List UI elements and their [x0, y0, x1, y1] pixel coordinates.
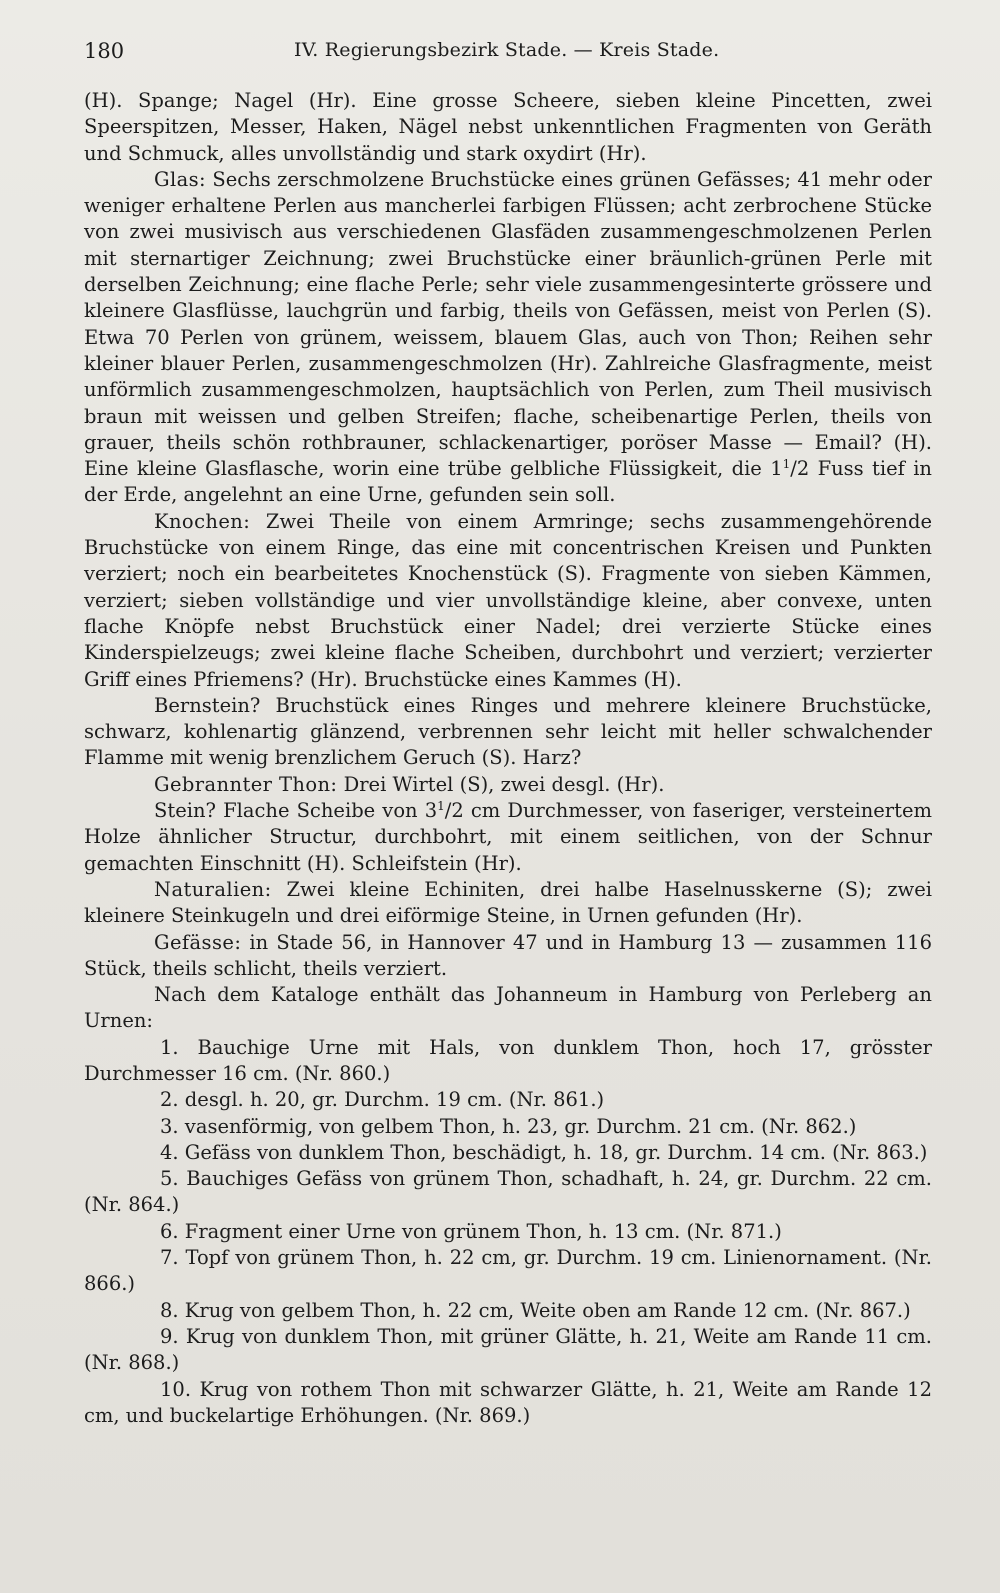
paragraph-katalog: Nach dem Kataloge enthält das Johanneum in Hamburg von Perleberg an Urnen: — [84, 983, 932, 1033]
lead-thon: Gebrannter Thon: — [154, 772, 338, 796]
list-item: 10. Krug von rothem Thon mit schwarzer Glätte, h. 21, Weite am Rande 12 cm, und buckelartige Erhöhungen. (Nr. 869.) — [84, 1377, 932, 1427]
text-naturalien: Zwei kleine Echiniten, drei halbe Haselnusskerne (S); zwei kleinere Steinkugeln und drei eiförmige Steine, in Urnen gefunden (Hr). — [84, 877, 932, 928]
page-body — [84, 88, 932, 1429]
text-glas-end: Fuss tief in der Erde, angelehnt an eine Urne, gefunden sein soll. — [84, 457, 932, 507]
list-item: 1. Bauchige Urne mit Hals, von dunklem Thon, hoch 17, grösster Durchmesser 16 cm. (Nr. 860.) — [84, 1035, 932, 1085]
paragraph-naturalien — [84, 877, 932, 930]
paragraph-continued: (H). Spange; Nagel (Hr). Eine grosse Scheere, sieben kleine Pincetten, zwei Speerspitzen, Messer, Haken, Nägel nebst unkenntlichen Fragmenten von Geräth und Schmuck, alles unvollständig und stark oxydirt (Hr). — [84, 89, 932, 165]
paragraph-thon — [84, 772, 932, 798]
paragraph-bernstein — [84, 693, 932, 772]
lead-gefaesse: Gefässe: — [154, 930, 242, 954]
fraction: $1^1/2$ — [770, 457, 810, 481]
list-item: 3. vasenförmig, von gelbem Thon, h. 23, gr. Durchm. 21 cm. (Nr. 862.) — [160, 1114, 857, 1138]
paragraph-glas — [84, 167, 932, 509]
text-glas: Sechs zerschmolzene Bruchstücke eines grünen Gefässes; 41 mehr oder weniger erhaltene Perlen aus mancherlei farbigen Flüssen; acht zerbrochene Stücke von zwei musivisch aus verschiedenen Glasfäden zusammengeschmolzenen Perlen mit sternartiger Zeichnung; zwei Bruchstücke einer bräunlich-grünen Perle mit derselben Zeichnung; eine flache Perle; sehr viele zusammengesinterte grössere und kleinere Glasflüsse, lauchgrün und farbig, theils von Gefässen, meist von Perlen (S). Etwa 70 Perlen von grünem, weissem, blauem Glas, auch von Thon; Reihen sehr kleiner blauer Perlen, zusammengeschmolzen (Hr). Zahlreiche Glasfragmente, meist unförmlich zusammengeschmolzen, hauptsächlich von Perlen, zum Theil musivisch braun mit weissen und gelben Streifen; flache, scheibenartige Perlen, theils von grauer, theils schön rothbrauner, schlackenartiger, poröser Masse — Email? (H). Eine kleine Glasflasche, worin eine trübe gelbliche Flüssigkeit, die — [84, 167, 932, 481]
paragraph-gefaesse — [84, 930, 932, 983]
lead-glas: Glas: — [154, 167, 207, 191]
text-gefaesse: in Stade 56, in Hannover 47 und in Hamburg 13 — zusammen 116 Stück, theils schlicht, theils verziert. — [84, 930, 932, 980]
list-item: 2. desgl. h. 20, gr. Durchm. 19 cm. (Nr. 861.) — [160, 1088, 605, 1112]
list-item: 4. Gefäss von dunklem Thon, beschädigt, h. 18, gr. Durchm. 14 cm. (Nr. 863.) — [160, 1140, 928, 1164]
fraction: $3^1/2$ — [424, 799, 464, 823]
text-bernstein: Bruchstück eines Ringes und mehrere kleinere Bruchstücke, schwarz, kohlenartig glänzend, verbrennen sehr leicht mit heller schwalchender Flamme mit wenig brenzlichem Geruch (S). Harz? — [84, 693, 932, 770]
running-head: IV. Regierungsbezirk Stade. — Kreis Stade. — [294, 39, 720, 61]
list-item: 7. Topf von grünem Thon, h. 22 cm, gr. Durchm. 19 cm. Linienornament. (Nr. 866.) — [84, 1246, 932, 1296]
lead-stein: Stein? — [154, 799, 216, 823]
text-knochen: Zwei Theile von einem Armringe; sechs zusammengehörende Bruchstücke von einem Ringe, das eine mit concentrischen Kreisen und Punkten verziert; noch ein bearbeitetes Knochenstück (S). Fragmente von sieben Kämmen, verziert; sieben vollständige und vier unvollständige kleine, aber convexe, unten flache Knöpfe nebst Bruchstück einer Nadel; drei verzierte Stücke eines Kinderspielzeugs; zwei kleine flache Scheiben, durchbohrt und verziert; verzierter Griff eines Pfriemens? (Hr). Bruchstücke eines Kammes (H). — [84, 509, 932, 691]
list-item: 6. Fragment einer Urne von grünem Thon, h. 13 cm. (Nr. 871.) — [160, 1219, 782, 1243]
text-stein: Flache Scheibe von — [216, 799, 425, 823]
text-stein-end: cm Durchmesser, von faseriger, versteinertem Holze ähnlicher Structur, durchbohrt, mit einem seitlichen, von der Schnur gemachten Einschnitt (H). Schleifstein (Hr). — [84, 799, 932, 875]
paragraph-knochen — [84, 509, 932, 693]
page-number: 180 — [84, 39, 125, 63]
lead-knochen: Knochen: — [154, 509, 251, 533]
list-item: 5. Bauchiges Gefäss von grünem Thon, schadhaft, h. 24, gr. Durchm. 22 cm. (Nr. 864.) — [84, 1167, 932, 1217]
lead-naturalien: Naturalien: — [154, 877, 272, 901]
page-header — [84, 32, 910, 72]
list-item: 8. Krug von gelbem Thon, h. 22 cm, Weite oben am Rande 12 cm. (Nr. 867.) — [160, 1298, 911, 1322]
list-item: 9. Krug von dunklem Thon, mit grüner Glätte, h. 21, Weite am Rande 11 cm. (Nr. 868.) — [84, 1324, 932, 1375]
paragraph-stein — [84, 798, 932, 877]
lead-bernstein: Bernstein? — [154, 693, 261, 717]
text-thon: Drei Wirtel (S), zwei desgl. (Hr). — [337, 772, 665, 796]
